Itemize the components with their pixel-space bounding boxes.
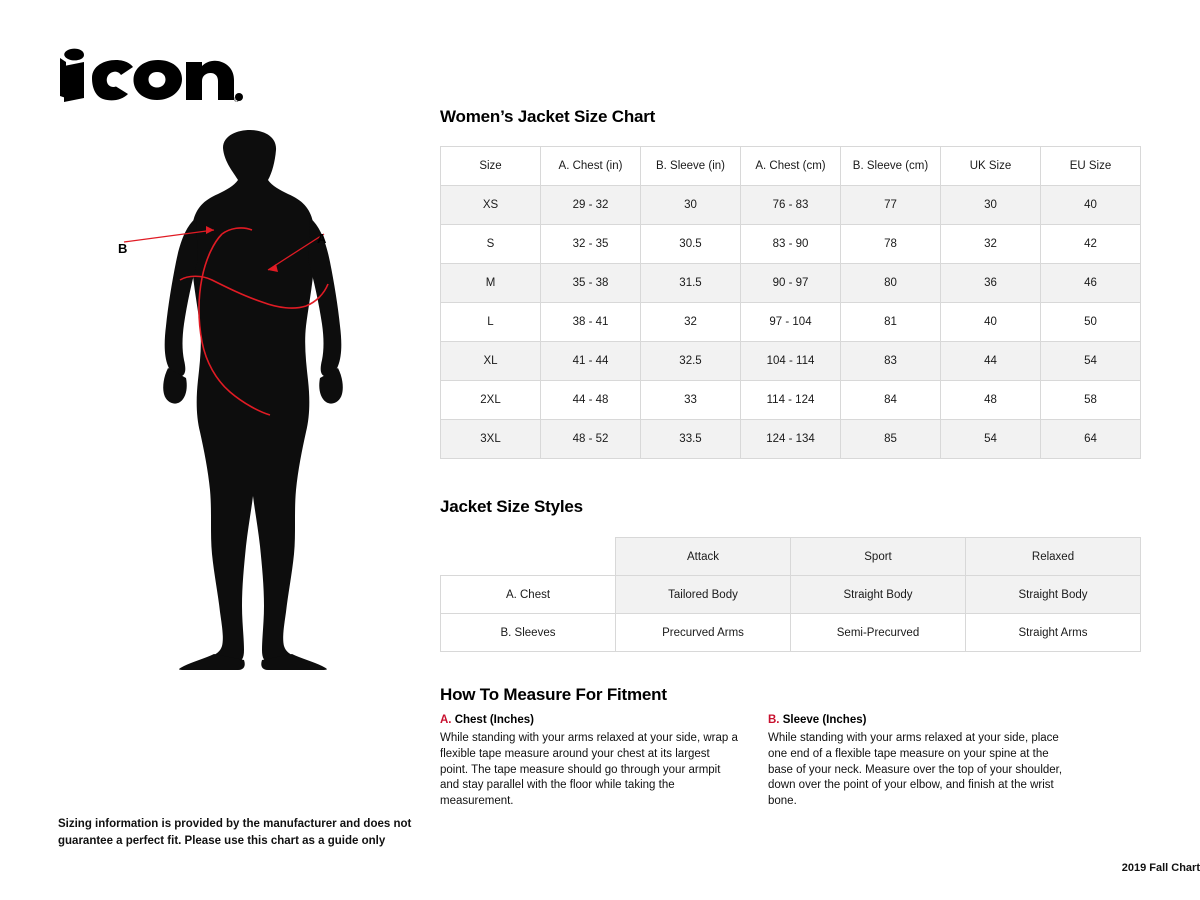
measure-letter-a: A. [440,714,452,726]
cell-chest-in: 41 - 44 [541,342,641,381]
jacket-style-table [440,537,1141,652]
right-panel [440,0,1200,900]
cell-sport-sleeves: Semi-Precurved [791,614,966,652]
cell-size: XS [441,186,541,225]
table-row [441,420,1141,459]
cell-sport-chest: Straight Body [791,576,966,614]
measure-heading-sleeve [768,713,1068,729]
icon-logo [58,48,244,104]
cell-chest-cm: 104 - 114 [741,342,841,381]
table-header-row [441,538,1141,576]
column-header: B. Sleeve (in) [641,147,741,186]
table-row [441,576,1141,614]
cell-sleeve-in: 31.5 [641,264,741,303]
disclaimer-text: Sizing information is provided by the manufacturer and does not guarantee a perfect fit. Please use this chart as a guide only [58,818,412,847]
row-header-chest: A. Chest [441,576,616,614]
cell-relaxed-chest: Straight Body [966,576,1141,614]
cell-sleeve-in: 32 [641,303,741,342]
column-header-relaxed: Relaxed [966,538,1141,576]
cell-eu-size: 42 [1041,225,1141,264]
column-header: UK Size [941,147,1041,186]
cell-size: M [441,264,541,303]
cell-chest-cm: 124 - 134 [741,420,841,459]
table-row [441,303,1141,342]
cell-sleeve-in: 33 [641,381,741,420]
table-header-row [441,147,1141,186]
measure-heading-chest [440,713,740,729]
cell-uk-size: 32 [941,225,1041,264]
measure-instruction-chest [440,713,740,810]
table-row [441,381,1141,420]
cell-size: S [441,225,541,264]
cell-sleeve-cm: 80 [841,264,941,303]
measure-heading-text: Sleeve (Inches) [782,714,867,726]
cell-eu-size: 40 [1041,186,1141,225]
cell-chest-cm: 83 - 90 [741,225,841,264]
cell-size: 3XL [441,420,541,459]
styles-chart-title: Jacket Size Styles [440,497,583,516]
cell-chest-in: 48 - 52 [541,420,641,459]
column-header: EU Size [1041,147,1141,186]
measure-heading-text: Chest (Inches) [454,714,534,726]
cell-sleeve-cm: 84 [841,381,941,420]
cell-chest-cm: 97 - 104 [741,303,841,342]
column-header-attack: Attack [616,538,791,576]
cell-chest-cm: 76 - 83 [741,186,841,225]
cell-sleeve-cm: 81 [841,303,941,342]
table-row [441,342,1141,381]
column-header: Size [441,147,541,186]
cell-chest-in: 35 - 38 [541,264,641,303]
cell-eu-size: 58 [1041,381,1141,420]
cell-uk-size: 44 [941,342,1041,381]
figure-label-a: A [317,231,327,246]
measure-instruction-sleeve [768,713,1068,810]
cell-chest-in: 29 - 32 [541,186,641,225]
cell-chest-in: 38 - 41 [541,303,641,342]
cell-eu-size: 64 [1041,420,1141,459]
cell-chest-cm: 90 - 97 [741,264,841,303]
cell-uk-size: 40 [941,303,1041,342]
column-header: A. Chest (cm) [741,147,841,186]
cell-relaxed-sleeves: Straight Arms [966,614,1141,652]
cell-chest-in: 44 - 48 [541,381,641,420]
cell-sleeve-cm: 78 [841,225,941,264]
cell-sleeve-in: 33.5 [641,420,741,459]
figure-label-b: B [118,241,128,256]
footer-chart-version: 2019 Fall Chart [1121,862,1200,874]
measure-letter-b: B. [768,714,780,726]
row-header-sleeves: B. Sleeves [441,614,616,652]
cell-uk-size: 36 [941,264,1041,303]
cell-sleeve-in: 30 [641,186,741,225]
cell-uk-size: 54 [941,420,1041,459]
how-to-measure-title: How To Measure For Fitment [440,685,667,704]
table-row [441,225,1141,264]
cell-size: L [441,303,541,342]
cell-uk-size: 48 [941,381,1041,420]
cell-eu-size: 46 [1041,264,1141,303]
cell-size: 2XL [441,381,541,420]
cell-sleeve-cm: 83 [841,342,941,381]
column-header-sport: Sport [791,538,966,576]
table-row [441,614,1141,652]
svg-text:®: ® [234,97,240,104]
cell-attack-sleeves: Precurved Arms [616,614,791,652]
cell-chest-in: 32 - 35 [541,225,641,264]
corner-blank-cell [441,538,616,576]
cell-uk-size: 30 [941,186,1041,225]
body-silhouette-figure [110,130,410,670]
cell-size: XL [441,342,541,381]
column-header: A. Chest (in) [541,147,641,186]
cell-chest-cm: 114 - 124 [741,381,841,420]
measure-body-chest: While standing with your arms relaxed at your side, wrap a flexible tape measure around your chest at its largest point. The tape measure should go through your armpit and stay parallel with the floor while taking the measurement. [440,731,738,808]
cell-attack-chest: Tailored Body [616,576,791,614]
jacket-size-table [440,146,1141,459]
measure-body-sleeve: While standing with your arms relaxed at your side, place one end of a flexible tape measure on your spine at the base of your neck. Measure over the top of your shoulder, down over the point of your elbow, and finish at the wrist bone. [768,731,1063,808]
cell-eu-size: 54 [1041,342,1141,381]
jacket-chart-title: Women’s Jacket Size Chart [440,107,656,126]
cell-sleeve-in: 30.5 [641,225,741,264]
table-row [441,186,1141,225]
cell-sleeve-cm: 85 [841,420,941,459]
table-row [441,264,1141,303]
cell-sleeve-in: 32.5 [641,342,741,381]
column-header: B. Sleeve (cm) [841,147,941,186]
left-panel [0,0,440,900]
cell-eu-size: 50 [1041,303,1141,342]
cell-sleeve-cm: 77 [841,186,941,225]
